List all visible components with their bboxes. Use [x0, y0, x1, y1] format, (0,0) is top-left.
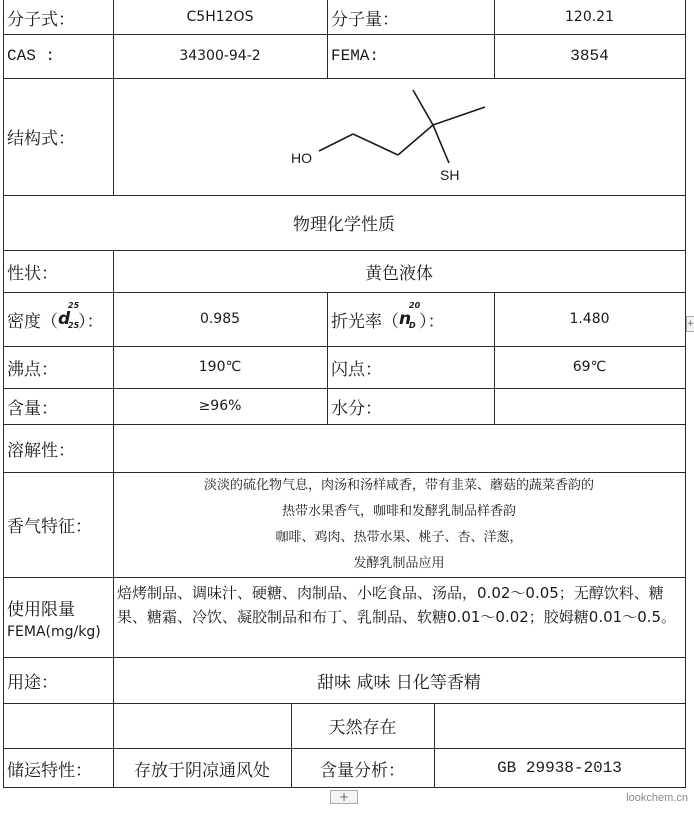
storage-label: 储运特性： — [7, 760, 92, 781]
aroma-line: 热带水果香气，咖啡和发酵乳制品样香韵 — [281, 503, 516, 519]
refractive-symbol — [399, 301, 421, 330]
solubility-value — [113, 424, 685, 472]
fema-label: FEMA: — [331, 47, 380, 65]
watermark: lookchem.cn — [626, 792, 688, 804]
structure-label: 结构式： — [7, 129, 75, 149]
structure-bonds — [319, 90, 485, 163]
usage-limit-label-line1: 使用限量 — [7, 599, 75, 620]
density-sup: 25 — [68, 301, 80, 310]
cas-label: CAS : — [7, 47, 56, 65]
use-label: 用途： — [7, 672, 58, 693]
solubility-label: 溶解性： — [7, 440, 75, 461]
refractive-sup: 20 — [409, 301, 421, 310]
molecular-weight-value: 120.21 — [565, 9, 614, 25]
atom-oh: HO — [291, 150, 312, 166]
col-divider — [434, 703, 435, 748]
density-symbol-letter: d — [58, 309, 71, 329]
analysis-value: GB 29938-2013 — [497, 759, 622, 777]
add-column-handle[interactable]: + — [686, 316, 694, 332]
storage-value: 存放于阴凉通风处 — [134, 760, 270, 781]
flash-point-value: 69℃ — [572, 359, 607, 375]
boiling-point-label: 沸点： — [7, 359, 58, 380]
refractive-label-post: ）： — [419, 311, 445, 332]
content-label: 含量： — [7, 398, 58, 419]
density-label — [3, 292, 113, 346]
molecular-weight-label: 分子量： — [331, 9, 399, 30]
formula-value: C5H12OS — [186, 9, 254, 25]
refractive-symbol-letter: n — [399, 309, 412, 329]
refractive-index-label — [327, 292, 494, 346]
structure-diagram — [113, 78, 685, 195]
density-value: 0.985 — [199, 311, 241, 327]
refractive-index-value: 1.480 — [569, 311, 610, 327]
moisture-label: 水分： — [331, 398, 382, 419]
section-title: 物理化学性质 — [293, 215, 395, 235]
table-border-right — [685, 0, 686, 788]
aroma-line: 淡淡的硫化物气息，肉汤和汤样咸香，带有韭菜、蘑菇的蔬菜香韵的 — [203, 477, 594, 493]
usage-limit-label-line2: FEMA(mg/kg) — [7, 623, 101, 640]
density-label-pre: 密度（ — [7, 311, 58, 332]
density-label-post: ）： — [78, 311, 104, 332]
appearance-label: 性状： — [7, 263, 58, 284]
density-symbol — [58, 301, 80, 330]
moisture-value — [494, 388, 685, 424]
analysis-label: 含量分析： — [320, 760, 405, 781]
refractive-sub: D — [409, 321, 416, 330]
usage-limit-value: 焙烤制品、调味汁、硬糖、肉制品、小吃食品、汤品，0.02～0.05；无醇饮料、糖果、糖霜、冷饮、凝胶制品和布丁、乳制品、软糖0.01～0.02；胶姆糖0.01～0.5。 — [117, 584, 677, 626]
density-sub: 25 — [68, 321, 80, 330]
formula-label: 分子式： — [7, 9, 75, 30]
refractive-label-pre: 折光率（ — [331, 311, 399, 332]
use-value: 甜味 咸味 日化等香精 — [317, 672, 481, 693]
flash-point-label: 闪点： — [331, 359, 382, 380]
aroma-line: 发酵乳制品应用 — [353, 555, 445, 571]
boiling-point-value: 190℃ — [198, 359, 242, 375]
add-row-button[interactable]: + — [330, 790, 358, 804]
usage-limit-label — [3, 577, 113, 657]
aroma-value — [113, 472, 685, 577]
aroma-label: 香气特征： — [7, 517, 92, 537]
content-value: ≥96% — [198, 398, 242, 414]
natural-occurrence: 天然存在 — [328, 718, 397, 738]
aroma-line: 咖啡、鸡肉、热带水果、桃子、杏、洋葱， — [275, 529, 523, 545]
appearance-value: 黄色液体 — [365, 263, 433, 284]
cas-value: 34300-94-2 — [179, 48, 261, 64]
atom-sh: SH — [440, 167, 460, 183]
fema-value: 3854 — [570, 47, 609, 65]
